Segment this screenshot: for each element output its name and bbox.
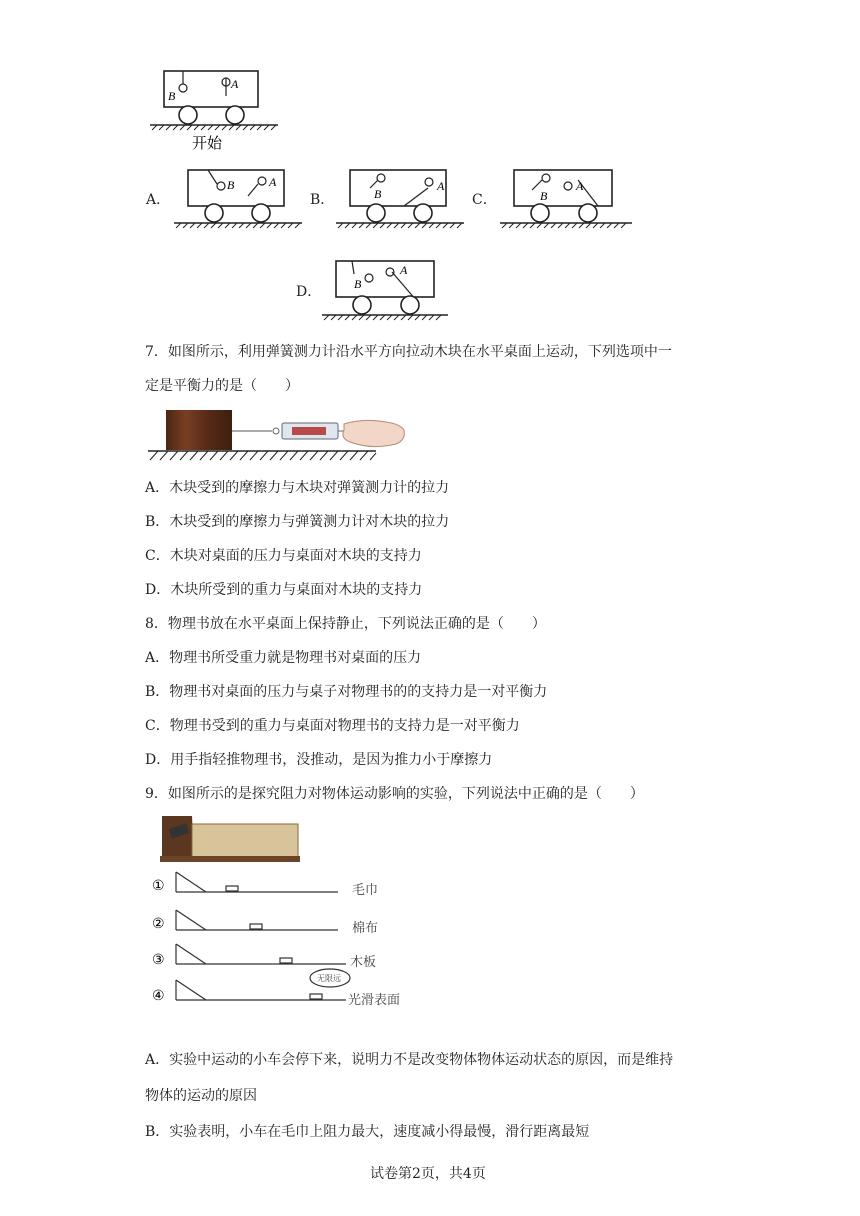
row-3-surface: 木板 [350, 955, 377, 970]
svg-text:A: A [576, 179, 584, 193]
svg-text:A: A [437, 179, 445, 193]
row-3-num: ③ [152, 953, 165, 968]
q6-option-a-letter: A． [146, 192, 171, 208]
svg-text:A: A [400, 263, 408, 277]
q6-option-a-figure [172, 166, 304, 232]
row-3 [176, 944, 346, 964]
row-2-num: ② [152, 917, 165, 932]
svg-text:B: B [374, 187, 382, 201]
row-2-surface: 棉布 [352, 921, 379, 936]
q7-option-c: C．木块对桌面的压力与桌面对木块的支持力 [145, 548, 422, 564]
q8-option-c: C．物理书受到的重力与桌面对物理书的支持力是一对平衡力 [145, 718, 520, 734]
q8-stem: 8．物理书放在水平桌面上保持静止，下列说法正确的是（ ） [145, 616, 546, 632]
q6-option-c-letter: C． [472, 192, 497, 208]
row-1-surface: 毛巾 [352, 883, 379, 898]
q9-stem: 9．如图所示的是探究阻力对物体运动影响的实验，下列说法中正确的是（ ） [145, 786, 644, 802]
row-1-num: ① [152, 879, 165, 894]
q6-option-d-letter: D． [296, 284, 322, 300]
row-4-num: ④ [152, 989, 165, 1004]
svg-text:B: B [540, 189, 548, 203]
q7-option-d: D．木块所受到的重力与桌面对木块的支持力 [145, 582, 423, 598]
row-4-surface: 光滑表面 [348, 993, 401, 1008]
q8-option-b: B．物理书对桌面的压力与桌子对物理书的的支持力是一对平衡力 [145, 684, 548, 700]
q7-option-b: B．木块受到的摩擦力与弹簧测力计对木块的拉力 [145, 514, 450, 530]
svg-text:A: A [269, 175, 277, 189]
start-cart-figure [148, 68, 280, 150]
row-2 [176, 910, 338, 930]
q7-option-a: A．木块受到的摩擦力与木块对弹簧测力计的拉力 [145, 480, 450, 496]
start-caption: 开始 [192, 134, 223, 150]
label-b: B [168, 89, 176, 103]
q9-option-b: B．实验表明，小车在毛巾上阻力最大，速度减小得最慢，滑行距离最短 [145, 1124, 590, 1140]
label-a: A [231, 77, 239, 91]
q8-option-d: D．用手指轻推物理书，没推动，是因为推力小于摩擦力 [145, 752, 493, 768]
q6-option-d-figure [320, 258, 452, 324]
q9-ramp-photo [158, 814, 302, 864]
q9-option-a-line1: A．实验中运动的小车会停下来，说明力不是改变物体物体运动状态的原因，而是维持 [145, 1052, 674, 1068]
page-footer: 试卷第2页，共4页 [370, 1166, 486, 1182]
q6-option-c-figure [498, 166, 634, 232]
svg-text:B: B [227, 178, 235, 192]
q6-option-b-figure [334, 166, 466, 232]
q9-option-a-line2: 物体的运动的原因 [145, 1088, 257, 1104]
q7-stem-line1: 7．如图所示，利用弹簧测力计沿水平方向拉动木块在水平桌面上运动，下列选项中一 [145, 344, 672, 360]
q6-option-b-letter: B． [310, 192, 335, 208]
q8-option-a: A．物理书所受重力就是物理书对桌面的压力 [145, 650, 422, 666]
q9-surfaces-figure [150, 868, 420, 1010]
q7-spring-scale-figure [146, 406, 406, 466]
svg-text:B: B [354, 277, 362, 291]
row-1 [176, 872, 338, 892]
q7-stem-line2: 定是平衡力的是（ ） [145, 378, 299, 394]
bubble-text: 无限远 [317, 974, 341, 983]
